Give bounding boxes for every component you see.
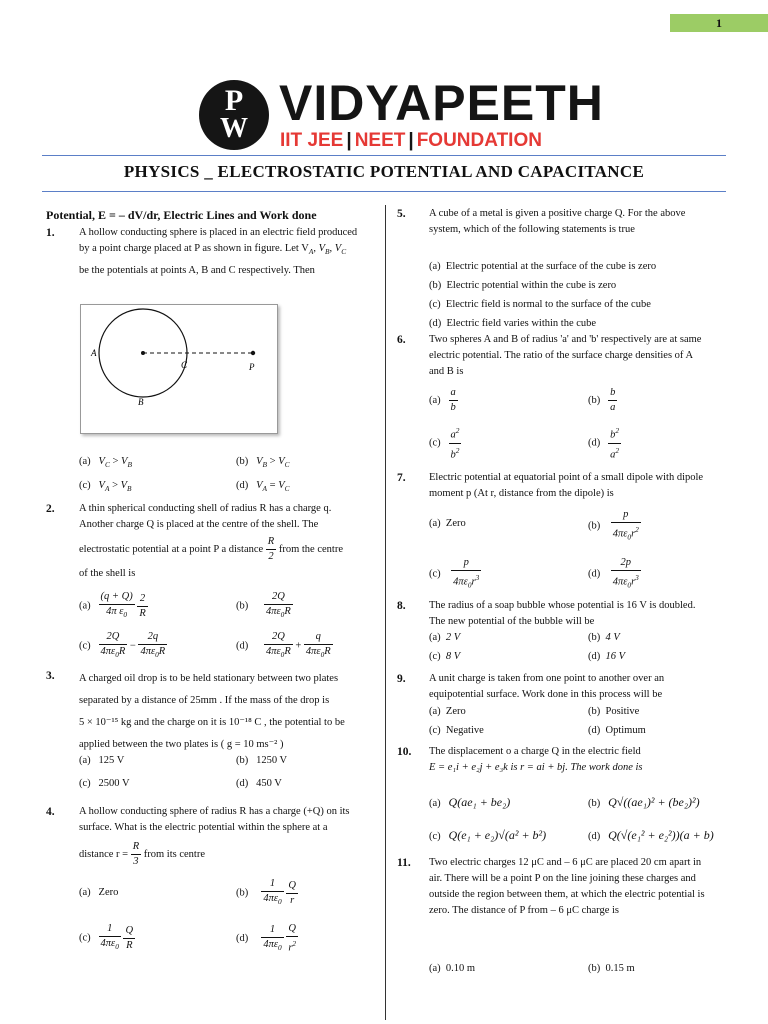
q2-option-c: (c) $\frac{2Q}{4\pi\varepsilon_0R}$ − $\frac{2q}{4\pi\varepsilon_0R}$: [79, 631, 166, 660]
q3-b-label: (b): [236, 755, 249, 766]
q11-number: 11.: [397, 857, 411, 869]
q4-d-label: (d): [236, 933, 249, 945]
q11-a-value: 0.10 m: [445, 963, 476, 974]
q6-line1: Two spheres A and B of radius 'a' and 'b' respectively are at same: [429, 334, 702, 345]
page-title: PHYSICS _ ELECTROSTATIC POTENTIAL AND CAPACITANCE: [123, 162, 645, 181]
q2-line4: of the shell is: [79, 568, 136, 579]
q2-b-label: (b): [236, 600, 249, 612]
q1-line1: A hollow conducting sphere is placed in an electric field produced: [79, 227, 358, 238]
q1-line3: be the potentials at points A, B and C respectively. Then: [79, 265, 315, 277]
q1-number: 1.: [46, 227, 55, 239]
q2-option-b: (b) $\frac{2Q}{4\pi\varepsilon_0R}$: [236, 591, 291, 620]
q8-b-label: (b): [588, 632, 601, 643]
logo-letter-p: P: [224, 84, 244, 117]
header-rule-top: [42, 155, 726, 156]
q11-line4: zero. The distance of P from – 6 μC charge is: [429, 905, 620, 916]
q8-line2: The new potential of the bubble will be: [429, 616, 595, 627]
q1-line2: by a point charge placed at P as shown in figure. Let $V_A$, $V_B$, $V_C$: [79, 243, 347, 257]
q3-b-value: 1250 V: [256, 755, 288, 766]
q7-c-label: (c): [429, 568, 441, 580]
q11-option-b: [588, 963, 635, 974]
q5-option-c: [429, 295, 656, 314]
q2-option-d: (d) $\frac{2Q}{4\pi\varepsilon_0R}$ + $\frac{q}{4\pi\varepsilon_0R}$: [236, 631, 331, 660]
q3-option-d: [236, 778, 282, 789]
q3-line4: applied between the two plates is ( g = 10 ms⁻² ): [79, 739, 284, 750]
q1-b-label: (b): [236, 456, 249, 467]
q8-option-a: [429, 632, 460, 643]
q9-line2: equipotential surface. Work done in this process will be: [429, 689, 663, 700]
q5-options: [429, 257, 656, 333]
q9-a-value: Zero: [445, 706, 466, 717]
q8-option-b: [588, 632, 620, 643]
q2-c-label: (c): [79, 640, 91, 652]
q9-d-value: Optimum: [605, 725, 646, 736]
q4-line3b: from its centre: [143, 848, 205, 860]
q3-c-value: 2500 V: [98, 778, 130, 789]
q5-a-label: (a): [429, 261, 441, 272]
label-c: C: [181, 360, 188, 370]
q2-number: 2.: [46, 503, 55, 515]
q1-d-v1: V: [256, 480, 263, 491]
q8-option-d: [588, 651, 625, 662]
brand-tagline: [280, 130, 542, 152]
q5-line1: A cube of a metal is given a positive charge Q. For the above: [429, 208, 686, 219]
q10-d-value: Q(√(e₁² + e₂²))(a + b): [608, 828, 714, 842]
q2-line3b: from the centre: [278, 543, 343, 555]
q8-c-value: 8 V: [445, 651, 461, 662]
q6-option-a: (a) $\frac{a}{b}$: [429, 387, 456, 413]
q10-line1: The displacement o a charge Q in the electric field: [429, 746, 641, 757]
q1-text: [79, 225, 389, 279]
q3-option-c: [79, 778, 130, 789]
q10-option-a: [429, 795, 510, 810]
q6-c-label: (c): [429, 437, 441, 449]
q1-option-a: (a) $V_C > V_B$: [79, 456, 132, 470]
q9-d-label: (d): [588, 725, 601, 736]
q8-c-label: (c): [429, 651, 441, 662]
tag-foundation: FOUNDATION: [416, 130, 542, 151]
q8-b-value: 4 V: [605, 632, 620, 643]
tag-neet: NEET: [354, 130, 406, 151]
q5-option-b: [429, 276, 656, 295]
q11-text: [429, 855, 739, 919]
q11-line3: outside the region between them, at which the electric potential is: [429, 889, 705, 900]
q11-a-label: (a): [429, 963, 441, 974]
q4-line1: A hollow conducting sphere of radius R has a charge (+Q) on its: [79, 806, 350, 817]
q6-option-b: (b) $\frac{b}{a}$: [588, 387, 616, 413]
q10-b-label: (b): [588, 798, 601, 809]
q5-c-label: (c): [429, 299, 441, 310]
tag-sep-1: |: [346, 130, 352, 151]
column-divider: [385, 205, 386, 1020]
q4-line3: distance r = $\frac{R}{3}$ from its centre: [79, 841, 205, 867]
q9-option-c: [429, 725, 484, 736]
q5-d-value: Electric field varies within the cube: [446, 318, 597, 329]
q3-option-a: [79, 755, 124, 766]
q9-b-value: Positive: [605, 706, 640, 717]
q3-d-label: (d): [236, 778, 249, 789]
q11-line2: air. There will be a point P on the line joining these charges and: [429, 873, 696, 884]
q1-a-label: (a): [79, 456, 91, 467]
q6-b-label: (b): [588, 394, 601, 406]
q3-line3: 5 × 10⁻¹⁵ kg and the charge on it is 10⁻¹⁸ C , the potential to be: [79, 717, 345, 728]
q10-text: [429, 744, 739, 776]
q10-d-label: (d): [588, 831, 601, 842]
q4-option-c: (c) $\frac{1}{4\pi\varepsilon_0}$ $\frac{Q}{R}$: [79, 923, 134, 952]
q3-option-b: [236, 755, 287, 766]
q2-d-label: (d): [236, 640, 249, 652]
q4-c-label: (c): [79, 932, 91, 944]
q11-line1: Two electric charges 12 μC and – 6 μC are placed 20 cm apart in: [429, 857, 702, 868]
q10-number: 10.: [397, 746, 412, 758]
q3-a-label: (a): [79, 755, 91, 766]
q1-line2-text: by a point charge placed at P as shown in figure. Let V: [79, 243, 309, 254]
q8-number: 8.: [397, 600, 406, 612]
q9-c-value: Negative: [445, 725, 484, 736]
label-b: B: [138, 397, 144, 407]
q7-number: 7.: [397, 472, 406, 484]
q7-d-label: (d): [588, 568, 601, 580]
q2-a-label: (a): [79, 600, 91, 612]
q3-d-value: 450 V: [256, 778, 282, 789]
page-number: 1: [670, 14, 768, 32]
q11-b-value: 0.15 m: [605, 963, 635, 974]
q11-option-a: [429, 963, 475, 974]
q1-d-label: (d): [236, 480, 249, 491]
q7-option-d: (d) $\frac{2p}{4\pi\varepsilon_0r^3}$: [588, 557, 639, 590]
q4-line3-text: distance r =: [79, 848, 129, 860]
q9-line1: A unit charge is taken from one point to another over an: [429, 673, 665, 684]
q3-a-value: 125 V: [98, 755, 125, 766]
q7-option-a: [429, 518, 466, 529]
q4-line2: surface. What is the electric potential within the sphere at a: [79, 822, 328, 833]
label-p: P: [249, 362, 255, 372]
q9-option-b: [588, 706, 639, 717]
q4-option-a: [79, 887, 118, 898]
q8-a-label: (a): [429, 632, 441, 643]
q7-line2: moment p (At r, distance from the dipole) is: [429, 488, 614, 499]
q10-c-label: (c): [429, 831, 441, 842]
q4-a-label: (a): [79, 887, 91, 898]
q3-c-label: (c): [79, 778, 91, 789]
q7-b-label: (b): [588, 520, 601, 532]
point-p: [251, 351, 255, 355]
brand-name: VIDYAPEETH: [279, 75, 604, 131]
q10-b-value: Q√((ae₁)² + (be₂)²): [608, 795, 700, 809]
q9-a-label: (a): [429, 706, 441, 717]
q5-b-label: (b): [429, 280, 442, 291]
q1-option-d: (d) $V_A = V_C$: [236, 480, 290, 494]
q8-d-label: (d): [588, 651, 601, 662]
q1-c-v1: V: [98, 480, 105, 491]
q10-option-b: [588, 795, 700, 810]
q7-a-value: Zero: [445, 518, 466, 529]
q4-number: 4.: [46, 806, 55, 818]
q5-line2: system, which of the following statements is true: [429, 224, 635, 235]
q1-option-c: (c) $V_A > V_B$: [79, 480, 132, 494]
q3-line1: A charged oil drop is to be held stationary between two plates: [79, 673, 339, 684]
q8-text: [429, 598, 739, 630]
q11-b-label: (b): [588, 963, 601, 974]
q5-option-a: [429, 257, 656, 276]
q1-b-v1: V: [256, 456, 263, 467]
q1-c-label: (c): [79, 480, 91, 491]
q6-option-d: (d) $\frac{b^2}{a^2}$: [588, 426, 620, 460]
q9-c-label: (c): [429, 725, 441, 736]
q2-line1: A thin spherical conducting shell of radius R has a charge q.: [79, 503, 332, 514]
q10-a-value: Q(ae₁ + be₂): [448, 795, 511, 809]
q10-option-c: [429, 828, 546, 843]
q1-a-v1: V: [98, 456, 105, 467]
q2-line3-text: electrostatic potential at a point P a distance: [79, 543, 264, 555]
q10-c-value: Q(e₁ + e₂)√(a² + b²): [448, 828, 547, 842]
q6-a-label: (a): [429, 394, 441, 406]
q2-text: [79, 501, 389, 582]
q3-number: 3.: [46, 670, 55, 682]
q3-line2: separated by a distance of 25mm . If the mass of the drop is: [79, 695, 330, 706]
q9-b-label: (b): [588, 706, 601, 717]
q4-option-b: (b) $\frac{1}{4\pi\varepsilon_0}$ $\frac{Q}{r}$: [236, 878, 296, 907]
q1-diagram: [80, 304, 278, 434]
section-heading: Potential, E = – dV/dr, Electric Lines and Work done: [46, 208, 317, 222]
q2-line2: Another charge Q is placed at the centre of the shell. The: [79, 519, 319, 530]
q9-option-d: [588, 725, 646, 736]
q9-option-a: [429, 706, 466, 717]
q4-b-label: (b): [236, 887, 249, 899]
tag-sep-2: |: [408, 130, 414, 151]
q9-text: [429, 671, 739, 703]
q4-option-d: (d) $\frac{1}{4\pi\varepsilon_0}$ $\frac{Q}{r^2}$: [236, 923, 297, 954]
q8-option-c: [429, 651, 460, 662]
q9-number: 9.: [397, 673, 406, 685]
q6-option-c: (c) $\frac{a^2}{b^2}$: [429, 426, 460, 460]
q7-line1: Electric potential at equatorial point of a small dipole with dipole: [429, 472, 704, 483]
q6-d-label: (d): [588, 437, 601, 449]
q5-text: [429, 206, 739, 238]
tag-iit: IIT JEE: [280, 130, 344, 151]
q10-option-d: [588, 828, 714, 843]
q7-option-c: (c) $\frac{p}{4\pi\varepsilon_0r^3}$: [429, 557, 480, 590]
q4-text: [79, 804, 389, 869]
q5-d-label: (d): [429, 318, 442, 329]
q6-text: [429, 332, 739, 380]
q5-a-value: Electric potential at the surface of the cube is zero: [445, 261, 657, 272]
q2-option-a: (a) $\frac{(q + Q)}{4\pi \varepsilon_0}$ $\frac{2}{R}$: [79, 591, 146, 620]
q10-a-label: (a): [429, 798, 441, 809]
q10-line2: E = e₁i + e₂j + e₃k is r = ai + bj. The work done is: [429, 762, 643, 773]
q8-a-value: 2 V: [445, 632, 461, 643]
q8-line1: The radius of a soap bubble whose potential is 16 V is doubled.: [429, 600, 696, 611]
q7-text: [429, 470, 739, 502]
q7-a-label: (a): [429, 518, 441, 529]
logo-letter-w: W: [220, 113, 248, 144]
q5-c-value: Electric field is normal to the surface of the cube: [445, 299, 651, 310]
q5-option-d: [429, 314, 656, 333]
q7-option-b: (b) $\frac{p}{4\pi\varepsilon_0r^2}$: [588, 509, 639, 542]
label-a: A: [91, 348, 97, 358]
q1-option-b: (b) $V_B > V_C$: [236, 456, 290, 470]
q6-line2: electric potential. The ratio of the surface charge densities of A: [429, 350, 694, 361]
q3-text: [79, 668, 389, 756]
q5-number: 5.: [397, 208, 406, 220]
q5-b-value: Electric potential within the cube is zero: [446, 280, 617, 291]
q6-line3: and B is: [429, 366, 464, 377]
q4-a-value: Zero: [98, 887, 119, 898]
q2-line3: electrostatic potential at a point P a distance $\frac{R}{2}$ from the centre: [79, 536, 343, 562]
q6-number: 6.: [397, 334, 406, 346]
q8-d-value: 16 V: [605, 651, 626, 662]
header-rule-bottom: [42, 191, 726, 192]
